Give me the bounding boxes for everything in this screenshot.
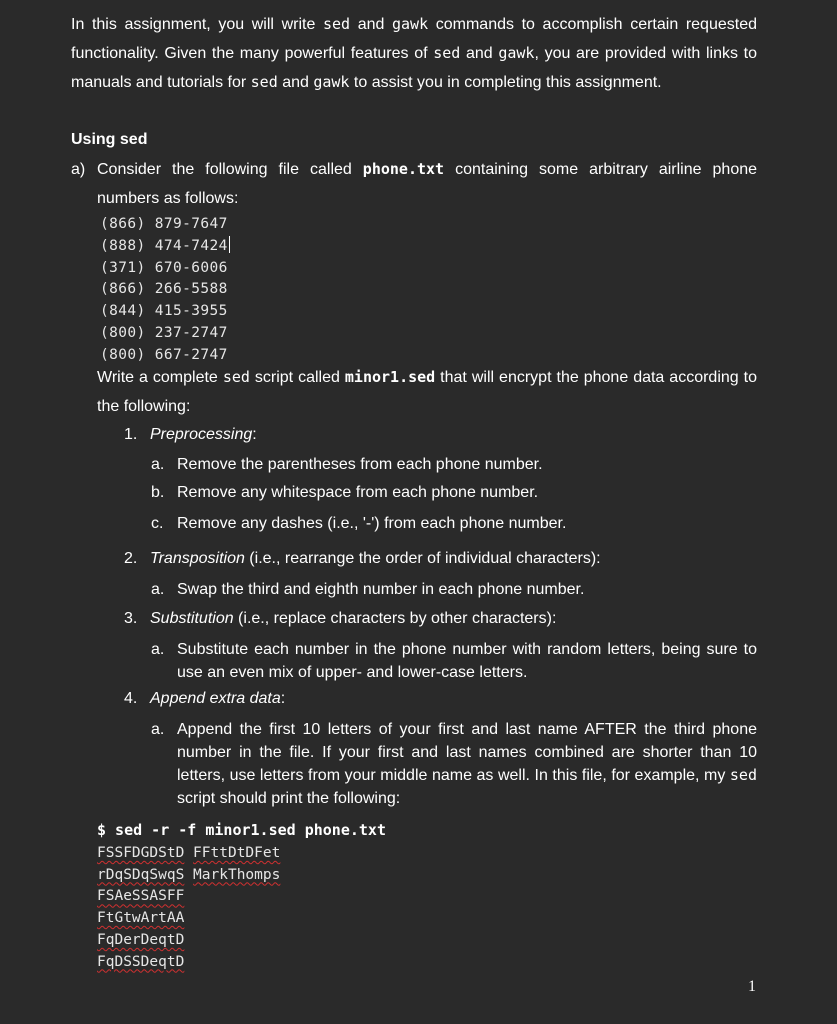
inline-code: sed xyxy=(729,766,757,784)
step-transposition: 2. Transposition (i.e., rearrange the order of individual characters): xyxy=(124,550,601,567)
inline-code: sed xyxy=(433,44,461,62)
inline-code: gawk xyxy=(498,44,535,62)
inline-code: sed xyxy=(250,73,278,91)
list-item-a: a) Consider the following file called phone.txt containing some arbitrary airline phone numbers as follows: xyxy=(71,155,757,213)
phone-line: (866) 879-7647 xyxy=(100,216,228,232)
phone-line: (888) 474-7424 xyxy=(100,236,230,258)
phone-list xyxy=(100,214,230,367)
script-name-code: minor1.sed xyxy=(344,368,436,386)
filename-code: phone.txt xyxy=(362,160,445,178)
substep: a. Swap the third and eighth number in each phone number. xyxy=(151,581,585,598)
section-heading: Using sed xyxy=(71,131,148,148)
phone-line: (371) 670-6006 xyxy=(100,259,228,276)
output-line: rDqSDqSwqS MarkThomps xyxy=(97,866,281,883)
output-line: FqDSSDeqtD xyxy=(97,953,185,970)
substep: a. Append the first 10 letters of your first and last name AFTER the third phone number in the file. If your first and last names combined are shorter than 10 letters, use letters from your middle name as well. In this file, for example, my sed script should print the following: xyxy=(151,721,757,807)
intro-paragraph: In this assignment, you will write sed and gawk commands to accomplish certain requested functionality. Given the many powerful features of sed and gawk, you are provided with links to manuals and tutorials for sed and gawk to assist you in completing this assignment. xyxy=(71,15,757,91)
output-line: FSSFDGDStD FFttDtDFet xyxy=(97,845,281,861)
phone-line: (866) 266-5588 xyxy=(100,281,228,298)
list-label: a) xyxy=(71,161,86,178)
substep: b. Remove any whitespace from each phone number. xyxy=(151,484,539,501)
inline-code: gawk xyxy=(392,15,429,33)
substep: a. Remove the parentheses from each phone number. xyxy=(151,456,543,473)
substep: c. Remove any dashes (i.e., '-') from each phone number. xyxy=(151,515,567,532)
inline-code: gawk xyxy=(313,73,350,91)
output-line: FSAeSSASFF xyxy=(97,888,185,905)
phone-line: (800) 667-2747 xyxy=(100,346,228,363)
command-line: $ sed -r -f minor1.sed phone.txt xyxy=(97,821,386,839)
phone-line: (800) 237-2747 xyxy=(100,324,228,341)
output-line: FqDerDeqtD xyxy=(97,931,185,948)
step-substitution: 3. Substitution (i.e., replace characters by other characters): xyxy=(124,610,557,627)
output-line: FtGtwArtAA xyxy=(97,910,185,927)
instruction-paragraph: Write a complete sed script called minor1.sed that will encrypt the phone data according to the following: xyxy=(97,368,758,415)
phone-line: (844) 415-3955 xyxy=(100,303,228,320)
inline-code: sed xyxy=(322,15,351,33)
output-list xyxy=(97,843,280,973)
step-preprocessing: 1. Preprocessing: xyxy=(124,426,257,443)
text-cursor xyxy=(229,236,231,253)
page-number: 1 xyxy=(748,978,756,995)
step-append-extra-data: 4. Append extra data: xyxy=(124,690,286,707)
substep: a. Substitute each number in the phone number with random letters, being sure to use an even mix of upper- and lower-case letters. xyxy=(151,641,757,681)
inline-code: sed xyxy=(222,368,250,386)
